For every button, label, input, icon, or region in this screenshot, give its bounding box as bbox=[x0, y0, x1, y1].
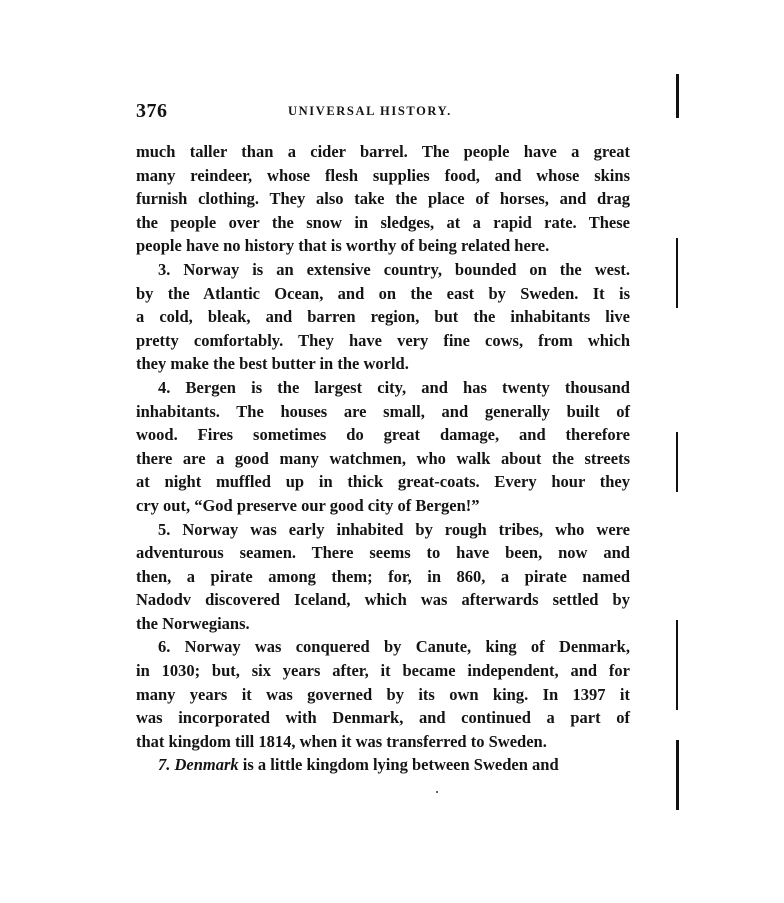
text-line: wood. Fires sometimes do great damage, and therefore bbox=[136, 425, 630, 445]
text-line: 6. Norway was conquered by Canute, king of Denmark, bbox=[158, 637, 630, 657]
text-line: furnish clothing. They also take the place of horses, and drag bbox=[136, 189, 630, 209]
text-line: then, a pirate among them; for, in 860, a pirate named bbox=[136, 566, 630, 586]
scan-edge-mark bbox=[676, 74, 679, 118]
final-line-rest: is a little kingdom lying between Sweden and bbox=[238, 755, 559, 775]
scan-speck bbox=[436, 791, 438, 793]
text-line: in 1030; but, six years after, it became independent, and for bbox=[136, 661, 630, 681]
text-line: pretty comfortably. They have very fine cows, from which bbox=[136, 330, 630, 350]
text-line: 3. Norway is an extensive country, bounded on the west. bbox=[158, 259, 630, 279]
scan-edge-mark bbox=[676, 432, 678, 492]
text-line: by the Atlantic Ocean, and on the east by Sweden. It is bbox=[136, 283, 630, 303]
text-line: many years it was governed by its own king. In 1397 it bbox=[136, 684, 630, 704]
scan-edge-mark bbox=[676, 620, 678, 710]
text-line: much taller than a cider barrel. The people have a great bbox=[136, 142, 630, 161]
text-line: was incorporated with Denmark, and continued a part of bbox=[136, 708, 630, 728]
text-line: a cold, bleak, and barren region, but the inhabitants live bbox=[136, 307, 630, 327]
text-line: that kingdom till 1814, when it was transferred to Sweden. bbox=[136, 731, 547, 751]
running-title: UNIVERSAL HISTORY. bbox=[288, 104, 452, 118]
text-line: adventurous seamen. There seems to have been, now and bbox=[136, 543, 630, 563]
text-line: the Norwegians. bbox=[136, 613, 250, 633]
page-number: 376 bbox=[136, 100, 168, 122]
text-line-final bbox=[136, 753, 630, 777]
text-line: at night muffled up in thick great-coats. Every hour they bbox=[136, 472, 630, 492]
text-line: the people over the snow in sledges, at a rapid rate. These bbox=[136, 212, 630, 232]
scan-edge-mark bbox=[676, 238, 678, 308]
body-text bbox=[136, 140, 630, 777]
text-line: 4. Bergen is the largest city, and has twenty thousand bbox=[158, 377, 630, 397]
text-line: they make the best butter in the world. bbox=[136, 354, 409, 374]
text-line: cry out, “God preserve our good city of Bergen!” bbox=[136, 495, 480, 515]
text-line: many reindeer, whose flesh supplies food, and whose skins bbox=[136, 165, 630, 185]
text-line: 5. Norway was early inhabited by rough tribes, who were bbox=[158, 519, 630, 539]
running-head bbox=[136, 100, 630, 126]
text-line: there are a good many watchmen, who walk about the streets bbox=[136, 448, 630, 468]
scan-edge-mark bbox=[676, 740, 679, 810]
emphasized-word: Denmark bbox=[174, 755, 239, 775]
text-line: people have no history that is worthy of being related here. bbox=[136, 236, 550, 256]
text-line: inhabitants. The houses are small, and generally built of bbox=[136, 401, 630, 421]
text-line: Nadodv discovered Iceland, which was afterwards settled by bbox=[136, 590, 630, 610]
paragraph-number: 7. bbox=[158, 755, 171, 775]
